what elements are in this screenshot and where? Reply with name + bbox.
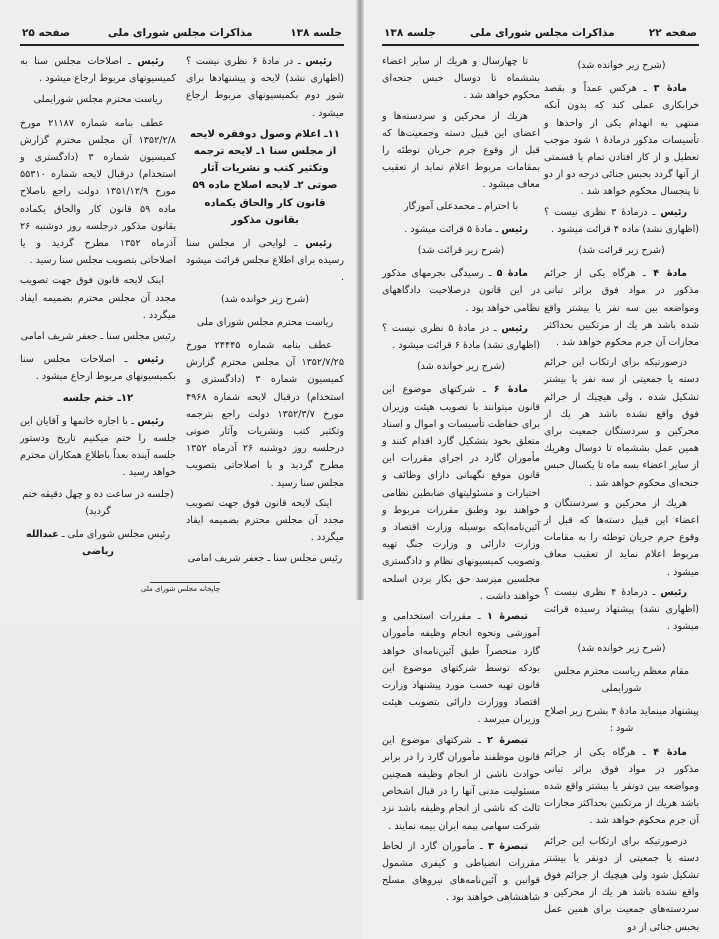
centered-line <box>20 328 176 345</box>
paragraph-text: درصورتیکه برای ارتکاب این جرائم دسته یا جمعیتی از دونفر یا بیشتر تشکیل شود ولی هیچیك از جرائم فوق واقع نشده باشد هر یك از محرکین و سردسته‌های جمعیت برای همین عمل بحبس جنائی از دو <box>544 835 699 933</box>
header-rule <box>382 44 699 46</box>
speaker-label: رئیس <box>501 322 528 334</box>
paragraph-text: ـ درمادهٔ ۴ نظری نیست ؟ (اظهاری نشد) پیشنهاد رسیده قرائت میشود . <box>544 586 699 633</box>
centered-line <box>544 242 699 259</box>
paragraph <box>186 235 344 287</box>
paragraph <box>20 413 176 482</box>
paragraph <box>544 584 699 636</box>
centered-line <box>544 703 699 737</box>
text-columns <box>20 53 344 574</box>
text-column-right <box>186 53 344 574</box>
paragraph-text: ـ لوایحی از مجلس سنا رسیده برای اطلاع مجلس قرائت میشود . <box>186 238 344 284</box>
paragraph <box>544 80 699 200</box>
speaker-label: مادهٔ ۳ <box>653 83 687 95</box>
paragraph-text: ریاست محترم مجلس شورایملی <box>33 94 163 106</box>
speaker-label: مادهٔ ۵ <box>496 268 528 280</box>
paragraph-text: ۱۲ـ ختم جلسه <box>62 392 134 404</box>
session-number: جلسه ۱۳۸ <box>290 27 342 39</box>
paragraph-text: ـ درمادهٔ ۳ نظری نیست ؟ (اظهاری نشد) ماده ۴ قرائت میشود . <box>544 206 699 235</box>
paragraph-text: عطف بنامه شماره ۲۱۱۸۷ مورخ ۱۳۵۲/۲/۸ آن مجلس محترم گزارش کمیسیون شماره ۳ (دادگستری و استخدام) درقبال لایحه شماره ۵۵۳۱۰ مورخ ۱۳۵۱/۱۲/۹ دولت راجع باصلاح ماده ۵۹ قانون کار والحاق یکماده بقانون مذکور درجلسه روز دوشنبه ۲۶ آذرماه ۱۳۵۲ مطرح گردید و یا اصلاحاتی بتصویب مجلس سنا رسید . <box>20 117 176 267</box>
paragraph <box>544 265 699 351</box>
paragraph <box>382 381 540 605</box>
text-column-left <box>382 53 540 910</box>
paragraph <box>544 204 699 238</box>
paragraph <box>382 732 540 835</box>
header-rule <box>20 44 344 46</box>
paragraph <box>20 53 176 87</box>
paragraph-text: تا چهارسال و هریك از سایر اعضاء بششماه تا دوسال حبس جنحه‌ای محکوم خواهد شد . <box>382 56 540 102</box>
paragraph-text: ـ در مادهٔ ۵ نظری نیست ؟ (اظهاری نشد) مادهٔ ۶ قرائت میشود . <box>382 322 540 352</box>
paragraph-text: درصورتیکه برای ارتکاب این جرائم دسته یا جمعیتی از سه نفر یا بیشتر تشکیل شده ، ولی هیچیك از جرائم فوق واقع نشده باشد هر یك از محرکین و سردستگان جمعیت برای همین عمل بششماه تا دوسال وهریك از سایر اعضاء بسه ماه تا یکسال حبس جنحه‌ای محکوم خواهد شد . <box>544 357 699 489</box>
paragraph-text: ـ مقررات استخدامی و آموزشی ونحوه انجام وظیفه مأموران گارد منحصراً طبق آئین‌نامه‌ای خواهد بودکه توسط شرکتهای موضوع این قانون تهیه حسب مورد پیشنهاد وزارت اقتصاد ووزارت دارائی بتصویب هیئت وزیران میرسد . <box>382 611 540 726</box>
paragraph-text: اینک لایحه قانون فوق جهت تصویب مجدد آن مجلس محترم بضمیمه ایفاد میگردد . <box>20 275 176 321</box>
paragraph-text: ـ هرگاه یکی از جرائم مذکور در مواد فوق براثر تبانی ومواضعه بین دونفر یا بیشتر واقع شده باشد هریك از مرتکبین بحداکثر مجازات آن جرم محکوم خواهد شد . <box>544 746 699 827</box>
section-heading <box>186 126 344 229</box>
text-column-right <box>544 53 699 939</box>
right-page <box>362 0 719 939</box>
paragraph <box>382 53 540 105</box>
session-number: جلسه ۱۳۸ <box>384 27 436 39</box>
paragraph-text: ـ مأموران گارد از لحاظ مقررات انضباطی و کیفری مشمول قوانین و آئین‌نامه‌های نیروهای مسلح شاهنشاهی خواهند بود . <box>382 840 540 904</box>
paragraph-text: (شرح زیر قرائت شد) <box>578 245 665 257</box>
speaker-label: مادهٔ ۴ <box>653 268 687 280</box>
paragraph-text: (شرح زیر خوانده شد) <box>220 293 310 305</box>
speaker-label: رئیس <box>305 238 332 250</box>
page-number: صفحه ۲۲ <box>648 27 697 39</box>
paragraph-text: عطف بنامه شماره ۲۴۴۴۵ مورخ ۱۳۵۲/۷/۲۵ آن مجلس محترم گزارش کمیسیون شماره ۳ (دادگستری و استخدام) درقبال لایحه شماره ۴۹۶۸ مورخ ۱۳۵۲/۳/۷ دولت راجع بترجمه وتکثیر کتب ونشریات وآثار صوتی درجلسه روز دوشنبه ۲۶ آذرماه ۱۳۵۲ مطرح گردید و با اصلاحاتی بتصویب مجلس سنا رسید . <box>186 340 345 489</box>
speaker-label: رئیس <box>137 415 164 427</box>
paragraph-text: ـ شرکتهای موضوع این قانون میتوانند با تصویب هیئت وزیران برای حفاظت تأسیسات و اموال و اسناد متعلق بخود بتشکیل گارد اقدام کنند و مأموران گارد در اجرای مقررات این قانون موقع نگهبانی دارای وظائف و اختیارات و مسئولیتهای ضابطین نظامی خواهند بود وطبق مقررات مربوط و آئین‌نامه‌ایکه بوسیله وزارت اقتصاد و وزارت دارائی و وزارت جنگ تهیه وتصویب کمیسیونهای نظام و دادگستری مجلسین میرسد حق بکار بردن اسلحه خواهند داشت . <box>382 384 540 602</box>
speaker-label: رئیس <box>305 56 332 67</box>
printer-footer: چاپخانه مجلس شورای ملی <box>150 582 220 593</box>
paragraph-text: ـ اصلاحات مجلس سنا بکمیسیونهای مربوط ارجاع میشود . <box>20 354 176 383</box>
speaker-label: رئیس <box>137 56 164 67</box>
centered-line <box>544 640 699 657</box>
centered-line <box>186 314 344 331</box>
paragraph <box>186 337 344 492</box>
paragraph <box>20 115 176 270</box>
paragraph <box>186 53 344 122</box>
centered-line <box>186 550 344 567</box>
paragraph-text: (جلسه در ساعت ده و چهل دقیقه ختم گردید) <box>22 488 174 517</box>
speaker-label: مادهٔ ۶ <box>493 384 528 396</box>
centered-line <box>544 663 699 697</box>
centered-line <box>544 57 699 74</box>
paragraph-text: ـ هرگاه یکی از جرائم مذکور در مواد فوق براثر تبانی ومواضعه بین سه نفر یا بیشتر واقع شده باشد هر یك از مرتکبین بحداکثر مجازات آن جرم محکوم خواهد شد . <box>544 268 699 349</box>
centered-line <box>382 242 540 259</box>
centered-line <box>20 486 176 520</box>
centered-line <box>382 358 540 375</box>
paragraph-text: هریك از محرکین و سردستگان و اعضاء این قبیل دسته‌ها که قبل از وقوع جرم جریان توطئه را به مقامات مربوط اعلام نماید از تعقیب معاف میشود . <box>544 497 699 578</box>
paragraph-text: رئیس مجلس شورای ملی ـ <box>58 529 170 541</box>
paragraph-text: مقام معظم ریاست محترم مجلس شورایملی <box>554 665 689 694</box>
paragraph-text: ـ هرکس عمداً و بقصد خرابکاری عملی کند که بدون آنکه منتهی به انهدام یکی از واحدها و تأسیسات مذکور درمادهٔ ۱ شود موجب تعطیل و از کار افتادن تمام یا قسمتی از آنها گردد بحبس جنائی درجه دو از دو تا پنجسال محکوم خواهد شد . <box>544 83 699 198</box>
paragraph <box>20 272 176 324</box>
page-number: صفحه ۲۵ <box>22 27 71 39</box>
paragraph-text: پیشنهاد مینماید مادهٔ ۴ بشرح زیر اصلاح شود : <box>544 706 699 735</box>
speaker-label: رئیس <box>660 586 687 598</box>
paragraph <box>382 838 540 907</box>
centered-line <box>382 198 540 215</box>
paragraph <box>544 495 699 581</box>
paragraph <box>186 495 344 547</box>
centered-line <box>20 526 176 560</box>
paragraph-text: ۱۱ـ اعلام وصول دوفقره لایحه از مجلس سنا ۱ـ لایحه ترجمه وتکثیر کتب و نشریات آثار صوتی ۲ـ لایحه اصلاح ماده ۵۹ قانون کار والحاق یکماده بقانون مذکور <box>189 128 340 226</box>
speaker-label: تبصرهٔ ۳ <box>488 840 528 852</box>
centered-line <box>20 91 176 108</box>
book-fold <box>356 0 364 600</box>
paragraph <box>20 351 176 385</box>
paragraph <box>382 265 540 317</box>
paragraph <box>382 608 540 728</box>
paragraph-text: (شرح زیر خوانده شد) <box>577 60 666 71</box>
signatory-name: عبدالله ریاضی <box>26 529 114 558</box>
paragraph-text: هریك از محرکین و سردسته‌ها و اعضای این قبیل دسته وجمعیت‌ها که قبل از وقوع جرم جریان توطئه را بمقامات مربوط اعلام نماید از تعقیب معاف میشود . <box>382 110 540 191</box>
paragraph-text: ریاست محترم مجلس شورای ملی <box>196 316 334 328</box>
left-page <box>0 0 360 623</box>
paragraph-text: ـ رسیدگی بجرمهای مذکور در این قانون درصلاحیت دادگاههای نظامی خواهد بود . <box>382 268 540 314</box>
running-title: مذاکرات مجلس شورای ملی <box>469 27 615 39</box>
centered-line <box>186 291 344 308</box>
section-heading <box>20 390 176 407</box>
paragraph-text: ـ در مادهٔ ۶ نظری نیست ؟ (اظهاری نشد) لایحه و پیشنهادها برای شور دوم بکمیسیونهای مربوط ارجاع میشود . <box>186 56 344 119</box>
paragraph <box>544 833 699 936</box>
text-column-left <box>20 53 176 566</box>
paragraph <box>544 354 699 492</box>
paragraph <box>382 108 540 194</box>
paragraph-text: اینک لایحه قانون فوق جهت تصویب مجدد آن مجلس محترم بضمیمه ایفاد میگردد . <box>186 497 344 544</box>
paragraph-text: با احترام ـ محمدعلی آموزگار <box>403 200 519 212</box>
paragraph-text: ـ با اجازه خانمها و آقایان این جلسه را ختم میکنیم تاریخ ودستور جلسه آینده بعداً باطلاع همکاران محترم خواهد رسید . <box>20 415 176 479</box>
speaker-label: تبصرهٔ ۱ <box>486 611 528 623</box>
text-columns <box>382 53 699 939</box>
paragraph-text: ـ اصلاحات مجلس سنا به کمیسیونهای مربوط ارجاع میشود . <box>20 56 176 85</box>
speaker-label: رئیس <box>660 206 687 218</box>
paragraph <box>382 221 540 238</box>
paragraph-text: رئیس مجلس سنا ـ جعفر شریف امامی <box>187 553 343 565</box>
paragraph-text: ـ شرکتهای موضوع این قانون موظفند مأموران گارد را در برابر حوادث ناشی از انجام وظیفه همچنین مسئولیت مدنی آنها را در قبال اشخاص ثالث که ناشی از انجام وظیفه باشد نزد شرکت سهامی بیمه ایران بیمه نمایند . <box>382 734 540 832</box>
paragraph-text: (شرح زیر خوانده شد) <box>577 642 666 654</box>
paragraph <box>382 320 540 354</box>
speaker-label: تبصرهٔ ۲ <box>487 734 528 746</box>
paragraph-text: ـ مادهٔ ۵ قرائت میشود . <box>404 223 502 235</box>
page-header <box>20 27 344 44</box>
page-header <box>382 27 699 44</box>
speaker-label: رئیس <box>501 223 528 235</box>
speaker-label: مادهٔ ۴ <box>653 746 687 758</box>
footer-area <box>20 574 344 623</box>
paragraph-text: رئیس مجلس سنا ـ جعفر شریف امامی <box>20 331 176 343</box>
speaker-label: رئیس <box>137 354 164 366</box>
paragraph <box>544 744 699 830</box>
paragraph-text: (شرح زیر خوانده شد) <box>416 361 506 373</box>
running-title: مذاکرات مجلس شورای ملی <box>107 27 253 39</box>
paragraph-text: (شرح زیر قرائت شد) <box>417 245 505 257</box>
